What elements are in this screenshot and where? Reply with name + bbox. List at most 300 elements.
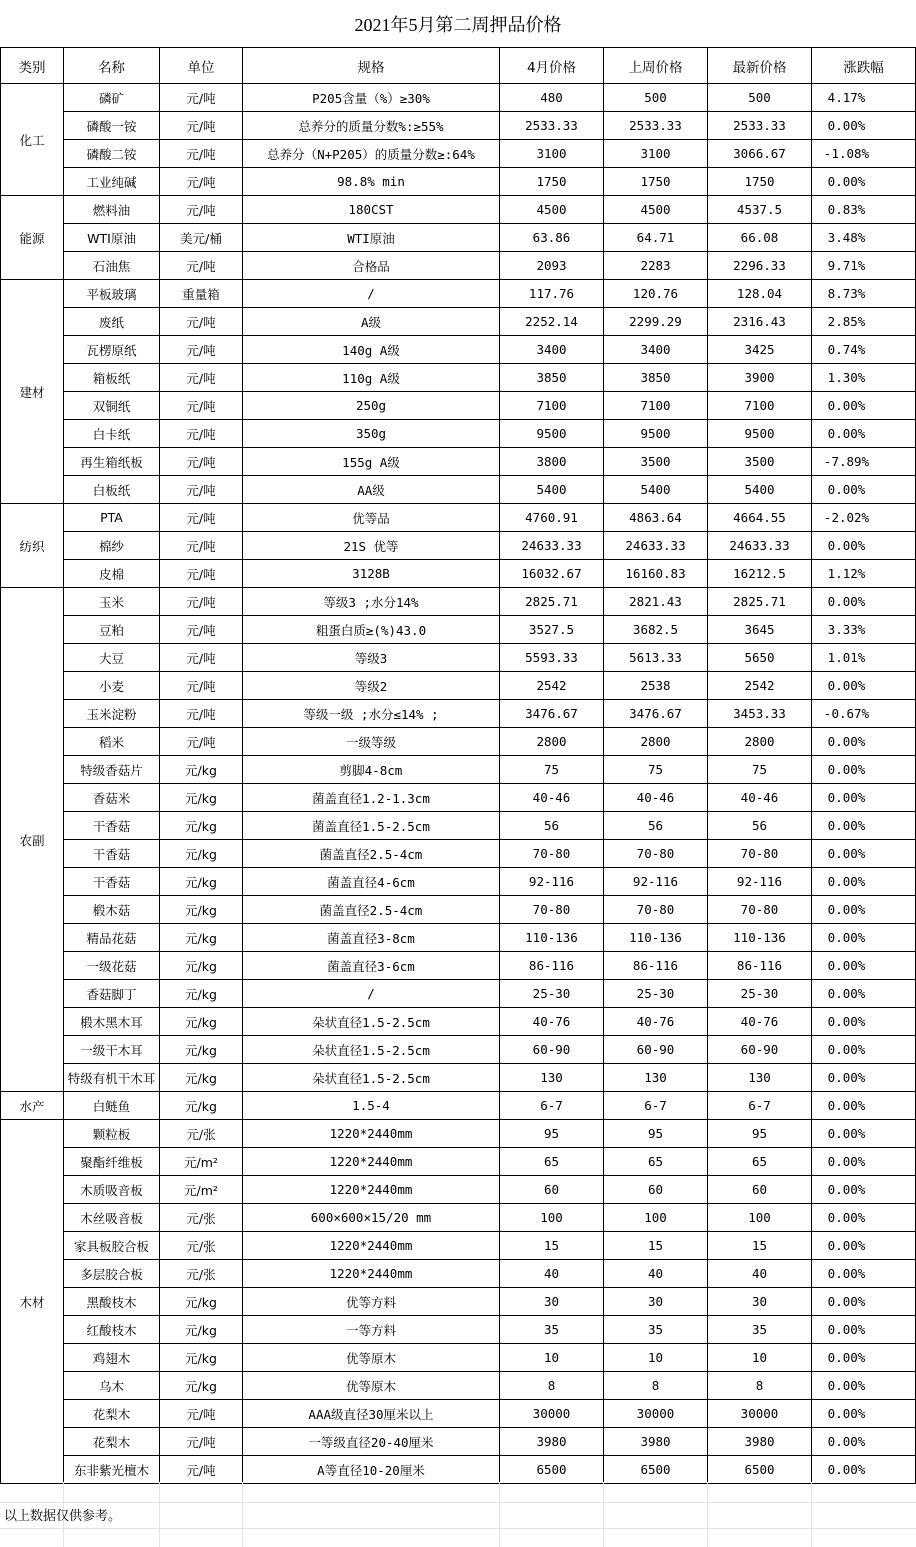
change-cell: 0.00% xyxy=(812,952,916,980)
spec-cell: AA级 xyxy=(243,476,500,504)
spec-cell: 等级一级 ;水分≤14% ; xyxy=(243,700,500,728)
change-cell: 0.00% xyxy=(812,1316,916,1344)
spec-cell: 菌盖直径1.2-1.3cm xyxy=(243,784,500,812)
latest-price-cell: 86-116 xyxy=(708,952,812,980)
header-category: 类别 xyxy=(1,48,64,84)
latest-price-cell: 1750 xyxy=(708,168,812,196)
change-cell: 0.00% xyxy=(812,420,916,448)
april-price-cell: 60 xyxy=(500,1176,604,1204)
change-cell: 0.00% xyxy=(812,1064,916,1092)
april-price-cell: 6-7 xyxy=(500,1092,604,1120)
item-name-cell: 白鲢鱼 xyxy=(64,1092,160,1120)
spec-cell: 600×600×15/20 mm xyxy=(243,1204,500,1232)
table-row xyxy=(1,560,916,588)
unit-cell: 美元/桶 xyxy=(160,224,243,252)
table-row xyxy=(1,1344,916,1372)
unit-cell: 元/kg xyxy=(160,1036,243,1064)
last-week-price-cell: 8 xyxy=(604,1372,708,1400)
latest-price-cell: 70-80 xyxy=(708,896,812,924)
item-name-cell: 玉米 xyxy=(64,588,160,616)
last-week-price-cell: 6500 xyxy=(604,1456,708,1484)
spec-cell: 155g A级 xyxy=(243,448,500,476)
april-price-cell: 40-76 xyxy=(500,1008,604,1036)
latest-price-cell: 6-7 xyxy=(708,1092,812,1120)
item-name-cell: 精品花菇 xyxy=(64,924,160,952)
table-row xyxy=(1,112,916,140)
item-name-cell: 特级香菇片 xyxy=(64,756,160,784)
spec-cell: / xyxy=(243,980,500,1008)
april-price-cell: 8 xyxy=(500,1372,604,1400)
spec-cell: 一等方料 xyxy=(243,1316,500,1344)
change-cell: 0.00% xyxy=(812,840,916,868)
unit-cell: 元/kg xyxy=(160,1008,243,1036)
item-name-cell: 废纸 xyxy=(64,308,160,336)
item-name-cell: 白卡纸 xyxy=(64,420,160,448)
item-name-cell: 干香菇 xyxy=(64,840,160,868)
latest-price-cell: 3066.67 xyxy=(708,140,812,168)
spec-cell: 朵状直径1.5-2.5cm xyxy=(243,1008,500,1036)
latest-price-cell: 128.04 xyxy=(708,280,812,308)
change-cell: 0.00% xyxy=(812,1008,916,1036)
unit-cell: 元/kg xyxy=(160,868,243,896)
item-name-cell: 木丝吸音板 xyxy=(64,1204,160,1232)
category-cell: 能源 xyxy=(1,196,64,280)
last-week-price-cell: 3850 xyxy=(604,364,708,392)
table-row xyxy=(1,84,916,112)
change-cell: 0.00% xyxy=(812,168,916,196)
table-row xyxy=(1,1288,916,1316)
item-name-cell: 箱板纸 xyxy=(64,364,160,392)
item-name-cell: 香菇脚丁 xyxy=(64,980,160,1008)
last-week-price-cell: 95 xyxy=(604,1120,708,1148)
table-row xyxy=(1,812,916,840)
unit-cell: 元/kg xyxy=(160,952,243,980)
item-name-cell: 磷矿 xyxy=(64,84,160,112)
april-price-cell: 30 xyxy=(500,1288,604,1316)
last-week-price-cell: 3100 xyxy=(604,140,708,168)
april-price-cell: 2542 xyxy=(500,672,604,700)
last-week-price-cell: 4863.64 xyxy=(604,504,708,532)
header-latest-price: 最新价格 xyxy=(708,48,812,84)
category-cell: 纺织 xyxy=(1,504,64,588)
unit-cell: 元/吨 xyxy=(160,84,243,112)
latest-price-cell: 2296.33 xyxy=(708,252,812,280)
unit-cell: 元/kg xyxy=(160,784,243,812)
change-cell: 0.00% xyxy=(812,1344,916,1372)
change-cell: 0.00% xyxy=(812,896,916,924)
change-cell: 2.85% xyxy=(812,308,916,336)
spec-cell: 优等方料 xyxy=(243,1288,500,1316)
table-row xyxy=(1,1232,916,1260)
last-week-price-cell: 2533.33 xyxy=(604,112,708,140)
table-row xyxy=(1,448,916,476)
change-cell: 0.00% xyxy=(812,672,916,700)
last-week-price-cell: 65 xyxy=(604,1148,708,1176)
spec-cell: 总养分的质量分数%:≥55% xyxy=(243,112,500,140)
header-name: 名称 xyxy=(64,48,160,84)
item-name-cell: 再生箱纸板 xyxy=(64,448,160,476)
april-price-cell: 5400 xyxy=(500,476,604,504)
table-row xyxy=(1,644,916,672)
table-row xyxy=(1,1316,916,1344)
april-price-cell: 24633.33 xyxy=(500,532,604,560)
change-cell: 0.00% xyxy=(812,1120,916,1148)
change-cell: 0.00% xyxy=(812,784,916,812)
last-week-price-cell: 100 xyxy=(604,1204,708,1232)
spec-cell: A等直径10-20厘米 xyxy=(243,1456,500,1484)
last-week-price-cell: 35 xyxy=(604,1316,708,1344)
unit-cell: 元/吨 xyxy=(160,672,243,700)
change-cell: 4.17% xyxy=(812,84,916,112)
item-name-cell: 黑酸枝木 xyxy=(64,1288,160,1316)
table-row xyxy=(1,196,916,224)
header-spec: 规格 xyxy=(243,48,500,84)
header-last-week-price: 上周价格 xyxy=(604,48,708,84)
category-cell: 木材 xyxy=(1,1120,64,1484)
change-cell: -0.67% xyxy=(812,700,916,728)
change-cell: -7.89% xyxy=(812,448,916,476)
table-row xyxy=(1,1092,916,1120)
latest-price-cell: 30000 xyxy=(708,1400,812,1428)
april-price-cell: 70-80 xyxy=(500,840,604,868)
spec-cell: 等级3 xyxy=(243,644,500,672)
last-week-price-cell: 6-7 xyxy=(604,1092,708,1120)
change-cell: 0.74% xyxy=(812,336,916,364)
unit-cell: 元/吨 xyxy=(160,728,243,756)
sheet-title: 2021年5月第二周押品价格 xyxy=(354,15,562,35)
april-price-cell: 3476.67 xyxy=(500,700,604,728)
item-name-cell: 磷酸二铵 xyxy=(64,140,160,168)
unit-cell: 元/kg xyxy=(160,1288,243,1316)
unit-cell: 元/kg xyxy=(160,1064,243,1092)
spec-cell: 1220*2440mm xyxy=(243,1176,500,1204)
latest-price-cell: 4537.5 xyxy=(708,196,812,224)
table-row xyxy=(1,280,916,308)
change-cell: 0.00% xyxy=(812,1232,916,1260)
table-row xyxy=(1,476,916,504)
category-cell: 水产 xyxy=(1,1092,64,1120)
last-week-price-cell: 2299.29 xyxy=(604,308,708,336)
spec-cell: 菌盖直径3-6cm xyxy=(243,952,500,980)
latest-price-cell: 35 xyxy=(708,1316,812,1344)
spec-cell: 250g xyxy=(243,392,500,420)
april-price-cell: 40 xyxy=(500,1260,604,1288)
category-cell: 建材 xyxy=(1,280,64,504)
item-name-cell: 棉纱 xyxy=(64,532,160,560)
last-week-price-cell: 30 xyxy=(604,1288,708,1316)
april-price-cell: 3980 xyxy=(500,1428,604,1456)
april-price-cell: 25-30 xyxy=(500,980,604,1008)
unit-cell: 元/吨 xyxy=(160,644,243,672)
spec-cell: AAA级直径30厘米以上 xyxy=(243,1400,500,1428)
unit-cell: 元/吨 xyxy=(160,112,243,140)
latest-price-cell: 30 xyxy=(708,1288,812,1316)
change-cell: 0.00% xyxy=(812,476,916,504)
spec-cell: 等级3 ;水分14% xyxy=(243,588,500,616)
item-name-cell: 大豆 xyxy=(64,644,160,672)
last-week-price-cell: 500 xyxy=(604,84,708,112)
table-row xyxy=(1,308,916,336)
unit-cell: 元/吨 xyxy=(160,1456,243,1484)
item-name-cell: PTA xyxy=(64,504,160,532)
spec-cell: 21S 优等 xyxy=(243,532,500,560)
april-price-cell: 2800 xyxy=(500,728,604,756)
april-price-cell: 56 xyxy=(500,812,604,840)
footnote: 以上数据仅供参考。 xyxy=(4,1509,122,1524)
spec-cell: 一等级直径20-40厘米 xyxy=(243,1428,500,1456)
spec-cell: 140g A级 xyxy=(243,336,500,364)
last-week-price-cell: 2283 xyxy=(604,252,708,280)
table-row xyxy=(1,1176,916,1204)
latest-price-cell: 110-136 xyxy=(708,924,812,952)
change-cell: 0.00% xyxy=(812,1428,916,1456)
last-week-price-cell: 2800 xyxy=(604,728,708,756)
table-row xyxy=(1,336,916,364)
latest-price-cell: 4664.55 xyxy=(708,504,812,532)
table-row xyxy=(1,140,916,168)
april-price-cell: 110-136 xyxy=(500,924,604,952)
table-row xyxy=(1,868,916,896)
spec-cell: 等级2 xyxy=(243,672,500,700)
unit-cell: 元/kg xyxy=(160,812,243,840)
change-cell: 0.00% xyxy=(812,112,916,140)
item-name-cell: 豆粕 xyxy=(64,616,160,644)
spec-cell: 3128B xyxy=(243,560,500,588)
header-row xyxy=(1,48,916,84)
last-week-price-cell: 3682.5 xyxy=(604,616,708,644)
spec-cell: 菌盖直径1.5-2.5cm xyxy=(243,812,500,840)
item-name-cell: 家具板胶合板 xyxy=(64,1232,160,1260)
latest-price-cell: 9500 xyxy=(708,420,812,448)
item-name-cell: 双铜纸 xyxy=(64,392,160,420)
empty-grid-area xyxy=(0,1482,916,1547)
item-name-cell: 小麦 xyxy=(64,672,160,700)
latest-price-cell: 16212.5 xyxy=(708,560,812,588)
april-price-cell: 2533.33 xyxy=(500,112,604,140)
last-week-price-cell: 3476.67 xyxy=(604,700,708,728)
last-week-price-cell: 40-46 xyxy=(604,784,708,812)
unit-cell: 元/吨 xyxy=(160,532,243,560)
change-cell: 0.00% xyxy=(812,1148,916,1176)
change-cell: 8.73% xyxy=(812,280,916,308)
latest-price-cell: 60-90 xyxy=(708,1036,812,1064)
unit-cell: 元/吨 xyxy=(160,364,243,392)
change-cell: 1.12% xyxy=(812,560,916,588)
table-row xyxy=(1,1120,916,1148)
unit-cell: 元/kg xyxy=(160,896,243,924)
april-price-cell: 100 xyxy=(500,1204,604,1232)
last-week-price-cell: 24633.33 xyxy=(604,532,708,560)
latest-price-cell: 2800 xyxy=(708,728,812,756)
spec-cell: 1220*2440mm xyxy=(243,1260,500,1288)
item-name-cell: 燃料油 xyxy=(64,196,160,224)
unit-cell: 元/吨 xyxy=(160,1428,243,1456)
last-week-price-cell: 70-80 xyxy=(604,896,708,924)
change-cell: 0.00% xyxy=(812,1204,916,1232)
spec-cell: 1.5-4 xyxy=(243,1092,500,1120)
table-row xyxy=(1,1148,916,1176)
latest-price-cell: 130 xyxy=(708,1064,812,1092)
last-week-price-cell: 3980 xyxy=(604,1428,708,1456)
latest-price-cell: 3425 xyxy=(708,336,812,364)
table-row xyxy=(1,504,916,532)
unit-cell: 元/吨 xyxy=(160,476,243,504)
last-week-price-cell: 40 xyxy=(604,1260,708,1288)
change-cell: 0.00% xyxy=(812,1092,916,1120)
last-week-price-cell: 3400 xyxy=(604,336,708,364)
latest-price-cell: 6500 xyxy=(708,1456,812,1484)
april-price-cell: 35 xyxy=(500,1316,604,1344)
table-row xyxy=(1,1428,916,1456)
unit-cell: 元/吨 xyxy=(160,308,243,336)
table-row xyxy=(1,224,916,252)
item-name-cell: 多层胶合板 xyxy=(64,1260,160,1288)
unit-cell: 元/kg xyxy=(160,1092,243,1120)
april-price-cell: 60-90 xyxy=(500,1036,604,1064)
unit-cell: 元/m² xyxy=(160,1148,243,1176)
table-row xyxy=(1,168,916,196)
item-name-cell: 木质吸音板 xyxy=(64,1176,160,1204)
table-row xyxy=(1,784,916,812)
change-cell: 0.00% xyxy=(812,1036,916,1064)
last-week-price-cell: 30000 xyxy=(604,1400,708,1428)
april-price-cell: 3100 xyxy=(500,140,604,168)
item-name-cell: 工业纯碱 xyxy=(64,168,160,196)
change-cell: 0.00% xyxy=(812,980,916,1008)
table-row xyxy=(1,1204,916,1232)
latest-price-cell: 40-46 xyxy=(708,784,812,812)
april-price-cell: 130 xyxy=(500,1064,604,1092)
table-row xyxy=(1,924,916,952)
last-week-price-cell: 92-116 xyxy=(604,868,708,896)
change-cell: 0.00% xyxy=(812,1260,916,1288)
item-name-cell: 东非紫光檀木 xyxy=(64,1456,160,1484)
item-name-cell: 白板纸 xyxy=(64,476,160,504)
item-name-cell: 聚酯纤维板 xyxy=(64,1148,160,1176)
spec-cell: 菌盖直径3-8cm xyxy=(243,924,500,952)
spec-cell: A级 xyxy=(243,308,500,336)
item-name-cell: 乌木 xyxy=(64,1372,160,1400)
spec-cell: 粗蛋白质≥(%)43.0 xyxy=(243,616,500,644)
unit-cell: 元/吨 xyxy=(160,336,243,364)
unit-cell: 重量箱 xyxy=(160,280,243,308)
item-name-cell: 花梨木 xyxy=(64,1400,160,1428)
last-week-price-cell: 60-90 xyxy=(604,1036,708,1064)
spec-cell: 朵状直径1.5-2.5cm xyxy=(243,1036,500,1064)
april-price-cell: 7100 xyxy=(500,392,604,420)
header-change: 涨跌幅 xyxy=(812,48,916,84)
table-row xyxy=(1,420,916,448)
spec-cell: 优等原木 xyxy=(243,1344,500,1372)
unit-cell: 元/吨 xyxy=(160,616,243,644)
last-week-price-cell: 120.76 xyxy=(604,280,708,308)
spec-cell: P205含量（%）≥30% xyxy=(243,84,500,112)
latest-price-cell: 8 xyxy=(708,1372,812,1400)
last-week-price-cell: 7100 xyxy=(604,392,708,420)
table-row xyxy=(1,1372,916,1400)
spec-cell: 菌盖直径2.5-4cm xyxy=(243,896,500,924)
april-price-cell: 10 xyxy=(500,1344,604,1372)
unit-cell: 元/吨 xyxy=(160,196,243,224)
latest-price-cell: 25-30 xyxy=(708,980,812,1008)
latest-price-cell: 5650 xyxy=(708,644,812,672)
change-cell: 3.48% xyxy=(812,224,916,252)
spec-cell: 合格品 xyxy=(243,252,500,280)
spec-cell: 180CST xyxy=(243,196,500,224)
april-price-cell: 4500 xyxy=(500,196,604,224)
latest-price-cell: 95 xyxy=(708,1120,812,1148)
spec-cell: / xyxy=(243,280,500,308)
item-name-cell: 颗粒板 xyxy=(64,1120,160,1148)
unit-cell: 元/吨 xyxy=(160,504,243,532)
last-week-price-cell: 2821.43 xyxy=(604,588,708,616)
change-cell: 0.00% xyxy=(812,1456,916,1484)
april-price-cell: 9500 xyxy=(500,420,604,448)
unit-cell: 元/kg xyxy=(160,1316,243,1344)
item-name-cell: 石油焦 xyxy=(64,252,160,280)
item-name-cell: 花梨木 xyxy=(64,1428,160,1456)
last-week-price-cell: 15 xyxy=(604,1232,708,1260)
unit-cell: 元/张 xyxy=(160,1204,243,1232)
spec-cell: 优等原木 xyxy=(243,1372,500,1400)
unit-cell: 元/吨 xyxy=(160,392,243,420)
item-name-cell: 一级花菇 xyxy=(64,952,160,980)
spec-cell: 98.8% min xyxy=(243,168,500,196)
april-price-cell: 30000 xyxy=(500,1400,604,1428)
change-cell: -1.08% xyxy=(812,140,916,168)
latest-price-cell: 3453.33 xyxy=(708,700,812,728)
table-row xyxy=(1,616,916,644)
april-price-cell: 95 xyxy=(500,1120,604,1148)
unit-cell: 元/kg xyxy=(160,756,243,784)
spec-cell: 1220*2440mm xyxy=(243,1120,500,1148)
change-cell: 0.00% xyxy=(812,728,916,756)
spec-cell: 1220*2440mm xyxy=(243,1232,500,1260)
last-week-price-cell: 60 xyxy=(604,1176,708,1204)
latest-price-cell: 56 xyxy=(708,812,812,840)
unit-cell: 元/吨 xyxy=(160,140,243,168)
latest-price-cell: 70-80 xyxy=(708,840,812,868)
change-cell: 0.00% xyxy=(812,588,916,616)
table-row xyxy=(1,1400,916,1428)
change-cell: 3.33% xyxy=(812,616,916,644)
change-cell: 0.00% xyxy=(812,756,916,784)
unit-cell: 元/kg xyxy=(160,980,243,1008)
spec-cell: 优等品 xyxy=(243,504,500,532)
item-name-cell: 椴木菇 xyxy=(64,896,160,924)
april-price-cell: 16032.67 xyxy=(500,560,604,588)
item-name-cell: WTI原油 xyxy=(64,224,160,252)
table-row xyxy=(1,980,916,1008)
table-row xyxy=(1,896,916,924)
table-row xyxy=(1,700,916,728)
change-cell: 0.00% xyxy=(812,812,916,840)
latest-price-cell: 60 xyxy=(708,1176,812,1204)
last-week-price-cell: 2538 xyxy=(604,672,708,700)
header-april-price: 4月价格 xyxy=(500,48,604,84)
spec-cell: 朵状直径1.5-2.5cm xyxy=(243,1064,500,1092)
latest-price-cell: 65 xyxy=(708,1148,812,1176)
last-week-price-cell: 16160.83 xyxy=(604,560,708,588)
last-week-price-cell: 130 xyxy=(604,1064,708,1092)
table-row xyxy=(1,952,916,980)
category-cell: 农副 xyxy=(1,588,64,1092)
item-name-cell: 一级干木耳 xyxy=(64,1036,160,1064)
unit-cell: 元/吨 xyxy=(160,252,243,280)
april-price-cell: 15 xyxy=(500,1232,604,1260)
item-name-cell: 红酸枝木 xyxy=(64,1316,160,1344)
table-row xyxy=(1,252,916,280)
